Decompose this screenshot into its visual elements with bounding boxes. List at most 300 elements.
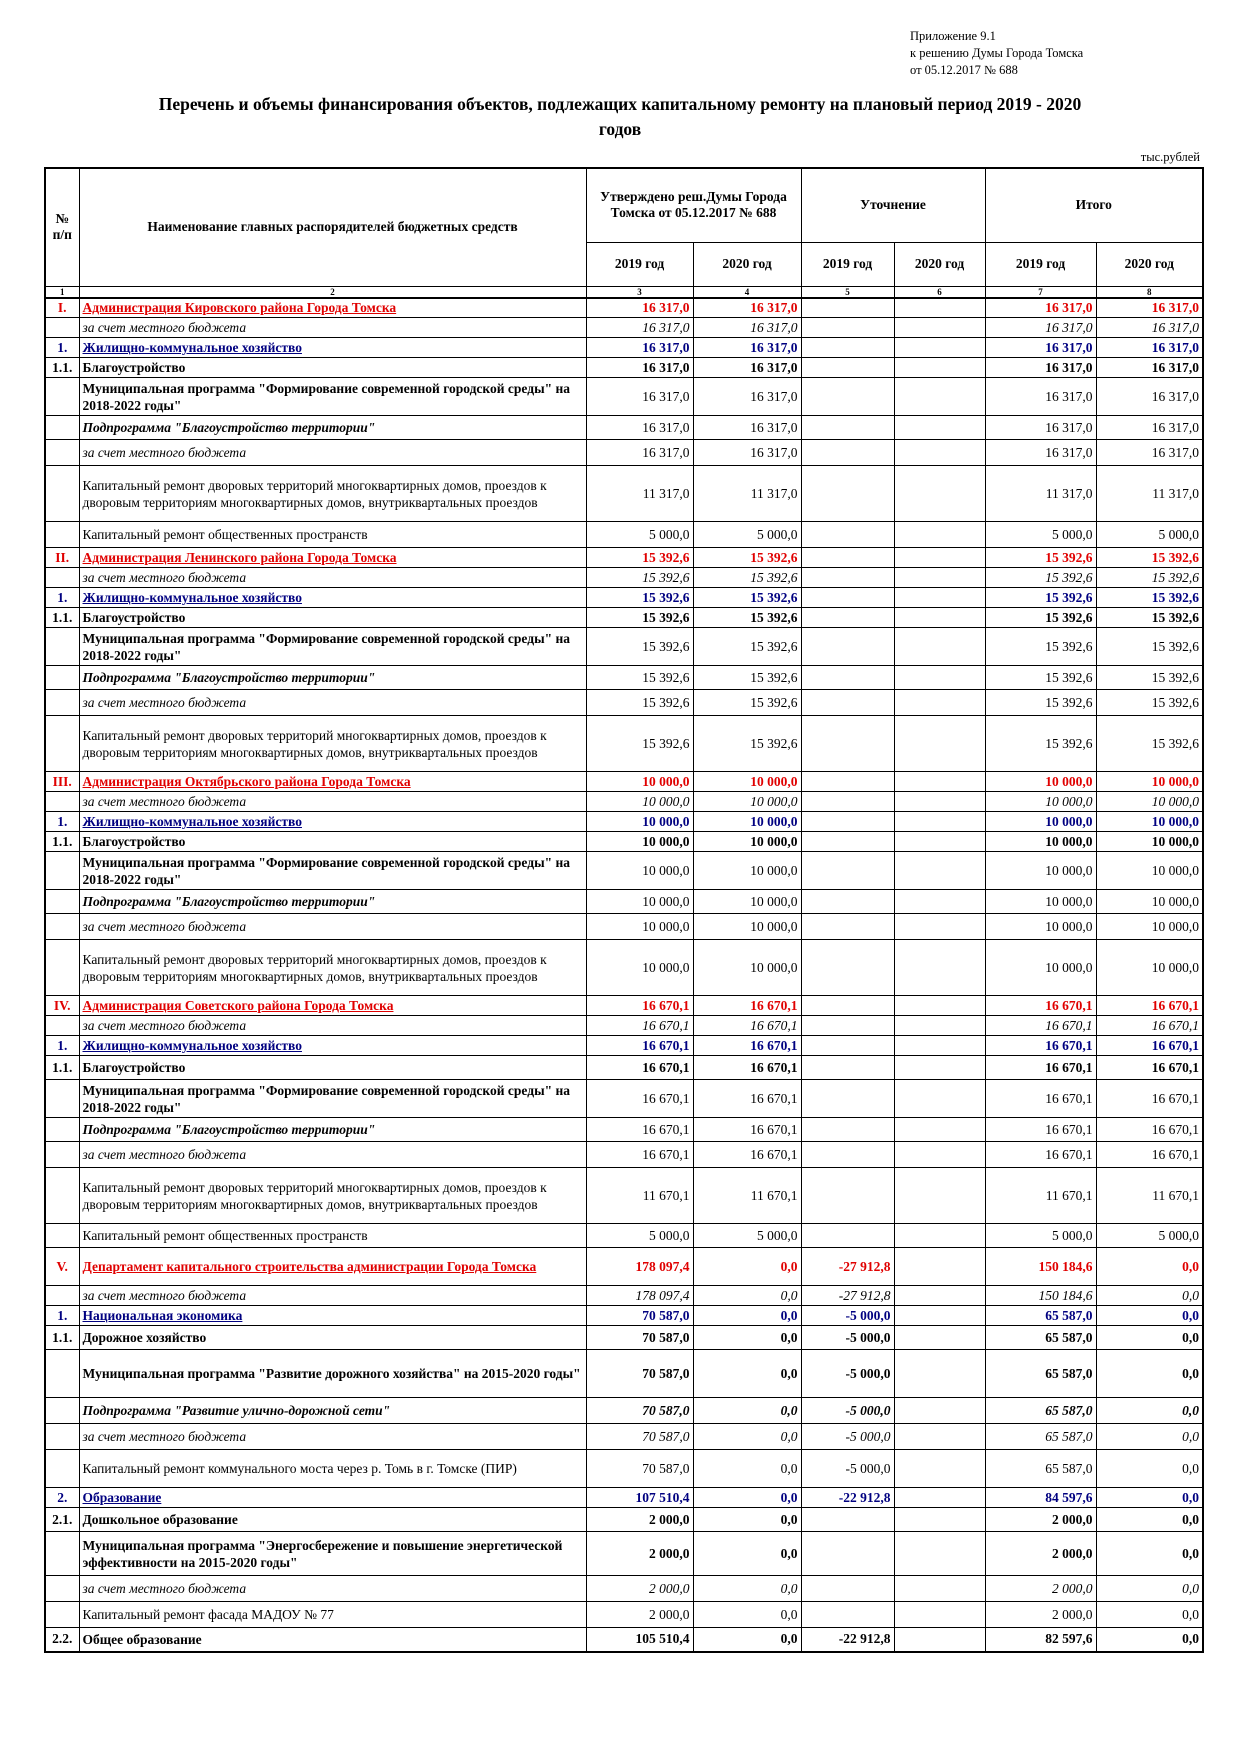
row-name: за счет местного бюджета — [79, 1016, 586, 1036]
row-number — [45, 1168, 79, 1224]
total-2020: 15 392,6 — [1096, 548, 1203, 568]
approved-2019: 16 670,1 — [586, 1118, 693, 1142]
row-name: Дорожное хозяйство — [79, 1326, 586, 1350]
header-refinement-2019: 2019 год — [801, 242, 894, 286]
total-2020: 15 392,6 — [1096, 568, 1203, 588]
approved-2020: 16 317,0 — [693, 378, 801, 416]
total-2019: 10 000,0 — [985, 852, 1096, 890]
appendix-line-2: к решению Думы Города Томска — [910, 46, 1084, 60]
approved-2020: 0,0 — [693, 1424, 801, 1450]
total-2019: 65 587,0 — [985, 1306, 1096, 1326]
row-name: Администрация Ленинского района Города Томска — [79, 548, 586, 568]
total-2019: 16 317,0 — [985, 378, 1096, 416]
approved-2019: 16 670,1 — [586, 1080, 693, 1118]
row-number: 1. — [45, 588, 79, 608]
refinement-2020 — [894, 1118, 985, 1142]
approved-2020: 15 392,6 — [693, 548, 801, 568]
approved-2019: 10 000,0 — [586, 940, 693, 996]
column-number: 6 — [894, 286, 985, 298]
approved-2020: 0,0 — [693, 1248, 801, 1286]
approved-2020: 15 392,6 — [693, 666, 801, 690]
total-2019: 10 000,0 — [985, 914, 1096, 940]
approved-2020: 16 670,1 — [693, 1056, 801, 1080]
approved-2019: 107 510,4 — [586, 1488, 693, 1508]
approved-2019: 2 000,0 — [586, 1532, 693, 1576]
total-2020: 15 392,6 — [1096, 628, 1203, 666]
refinement-2020 — [894, 440, 985, 466]
row-number: 1.1. — [45, 1326, 79, 1350]
total-2019: 16 670,1 — [985, 1142, 1096, 1168]
row-number: 1.1. — [45, 358, 79, 378]
approved-2019: 105 510,4 — [586, 1628, 693, 1652]
total-2019: 11 317,0 — [985, 466, 1096, 522]
approved-2020: 16 670,1 — [693, 1036, 801, 1056]
approved-2020: 5 000,0 — [693, 522, 801, 548]
total-2019: 10 000,0 — [985, 812, 1096, 832]
approved-2019: 10 000,0 — [586, 832, 693, 852]
row-name: Образование — [79, 1488, 586, 1508]
refinement-2019 — [801, 522, 894, 548]
table-row — [45, 568, 1203, 588]
total-2020: 0,0 — [1096, 1508, 1203, 1532]
approved-2019: 5 000,0 — [586, 1224, 693, 1248]
refinement-2019 — [801, 608, 894, 628]
total-2020: 16 670,1 — [1096, 1056, 1203, 1080]
table-row — [45, 358, 1203, 378]
refinement-2019 — [801, 940, 894, 996]
total-2020: 15 392,6 — [1096, 690, 1203, 716]
total-2020: 16 317,0 — [1096, 416, 1203, 440]
total-2019: 16 670,1 — [985, 1118, 1096, 1142]
table-row — [45, 1398, 1203, 1424]
appendix-line-3: от 05.12.2017 № 688 — [910, 63, 1018, 77]
row-number — [45, 1398, 79, 1424]
table-row — [45, 1248, 1203, 1286]
row-number: 1.1. — [45, 608, 79, 628]
total-2020: 16 670,1 — [1096, 1118, 1203, 1142]
approved-2020: 0,0 — [693, 1350, 801, 1398]
row-name: Жилищно-коммунальное хозяйство — [79, 1036, 586, 1056]
approved-2020: 10 000,0 — [693, 792, 801, 812]
row-number: IV. — [45, 996, 79, 1016]
row-number — [45, 1602, 79, 1628]
refinement-2019 — [801, 338, 894, 358]
row-name: Капитальный ремонт коммунального моста через р. Томь в г. Томске (ПИР) — [79, 1450, 586, 1488]
header-approved-2020: 2020 год — [693, 242, 801, 286]
approved-2019: 11 670,1 — [586, 1168, 693, 1224]
refinement-2020 — [894, 1398, 985, 1424]
approved-2020: 10 000,0 — [693, 940, 801, 996]
approved-2019: 10 000,0 — [586, 812, 693, 832]
refinement-2019: -22 912,8 — [801, 1488, 894, 1508]
table-row — [45, 1508, 1203, 1532]
refinement-2020 — [894, 1602, 985, 1628]
approved-2020: 16 317,0 — [693, 298, 801, 318]
row-number — [45, 890, 79, 914]
total-2020: 16 317,0 — [1096, 358, 1203, 378]
row-name: Подпрограмма "Развитие улично-дорожной сети" — [79, 1398, 586, 1424]
refinement-2019 — [801, 852, 894, 890]
refinement-2020 — [894, 588, 985, 608]
table-row — [45, 1016, 1203, 1036]
row-number — [45, 914, 79, 940]
column-number: 3 — [586, 286, 693, 298]
row-name: Благоустройство — [79, 832, 586, 852]
approved-2019: 178 097,4 — [586, 1248, 693, 1286]
total-2019: 10 000,0 — [985, 832, 1096, 852]
table-row — [45, 1350, 1203, 1398]
table-row — [45, 1532, 1203, 1576]
row-name: Благоустройство — [79, 1056, 586, 1080]
row-number: I. — [45, 298, 79, 318]
refinement-2019 — [801, 1016, 894, 1036]
approved-2019: 10 000,0 — [586, 792, 693, 812]
approved-2019: 70 587,0 — [586, 1450, 693, 1488]
row-name: Муниципальная программа "Формирование современной городской среды" на 2018-2022 годы" — [79, 852, 586, 890]
table-row — [45, 940, 1203, 996]
total-2019: 15 392,6 — [985, 548, 1096, 568]
total-2020: 16 317,0 — [1096, 378, 1203, 416]
refinement-2020 — [894, 716, 985, 772]
row-name: Администрация Октябрьского района Города Томска — [79, 772, 586, 792]
table-row — [45, 716, 1203, 772]
row-number — [45, 466, 79, 522]
refinement-2019: -5 000,0 — [801, 1398, 894, 1424]
approved-2020: 0,0 — [693, 1306, 801, 1326]
refinement-2019 — [801, 914, 894, 940]
refinement-2020 — [894, 1326, 985, 1350]
refinement-2019 — [801, 792, 894, 812]
refinement-2019 — [801, 716, 894, 772]
row-name: Дошкольное образование — [79, 1508, 586, 1532]
table-row — [45, 1450, 1203, 1488]
approved-2019: 16 670,1 — [586, 1016, 693, 1036]
total-2019: 16 670,1 — [985, 1016, 1096, 1036]
refinement-2019 — [801, 1532, 894, 1576]
row-name: Подпрограмма "Благоустройство территории" — [79, 1118, 586, 1142]
approved-2020: 16 670,1 — [693, 1016, 801, 1036]
refinement-2019 — [801, 440, 894, 466]
row-number: 2.2. — [45, 1628, 79, 1652]
approved-2019: 5 000,0 — [586, 522, 693, 548]
refinement-2019: -5 000,0 — [801, 1326, 894, 1350]
row-number — [45, 852, 79, 890]
approved-2020: 15 392,6 — [693, 716, 801, 772]
row-number — [45, 1016, 79, 1036]
row-number: 1. — [45, 1036, 79, 1056]
total-2019: 10 000,0 — [985, 792, 1096, 812]
row-number: 1. — [45, 812, 79, 832]
row-name: Муниципальная программа "Развитие дорожного хозяйства" на 2015-2020 годы" — [79, 1350, 586, 1398]
table-row — [45, 666, 1203, 690]
refinement-2020 — [894, 996, 985, 1016]
refinement-2019 — [801, 772, 894, 792]
row-name: Капитальный ремонт общественных пространств — [79, 522, 586, 548]
total-2020: 10 000,0 — [1096, 812, 1203, 832]
refinement-2020 — [894, 690, 985, 716]
table-row — [45, 690, 1203, 716]
refinement-2019: -5 000,0 — [801, 1350, 894, 1398]
refinement-2020 — [894, 628, 985, 666]
approved-2020: 10 000,0 — [693, 832, 801, 852]
row-number — [45, 1118, 79, 1142]
row-name: за счет местного бюджета — [79, 1142, 586, 1168]
approved-2019: 70 587,0 — [586, 1398, 693, 1424]
table-row — [45, 416, 1203, 440]
refinement-2020 — [894, 1424, 985, 1450]
table-row — [45, 1142, 1203, 1168]
table-header — [45, 168, 1203, 298]
refinement-2020 — [894, 548, 985, 568]
row-name: Департамент капитального строительства администрации Города Томска — [79, 1248, 586, 1286]
approved-2020: 16 317,0 — [693, 318, 801, 338]
approved-2019: 10 000,0 — [586, 852, 693, 890]
appendix-note — [910, 28, 1083, 79]
refinement-2020 — [894, 1168, 985, 1224]
total-2020: 11 317,0 — [1096, 466, 1203, 522]
total-2019: 10 000,0 — [985, 890, 1096, 914]
total-2019: 150 184,6 — [985, 1248, 1096, 1286]
approved-2019: 16 670,1 — [586, 1142, 693, 1168]
total-2019: 2 000,0 — [985, 1508, 1096, 1532]
header-name: Наименование главных распорядителей бюджетных средств — [79, 168, 586, 286]
approved-2020: 0,0 — [693, 1508, 801, 1532]
row-number — [45, 1424, 79, 1450]
row-number: 1. — [45, 1306, 79, 1326]
refinement-2019 — [801, 1142, 894, 1168]
total-2019: 84 597,6 — [985, 1488, 1096, 1508]
table-row — [45, 1306, 1203, 1326]
total-2020: 10 000,0 — [1096, 852, 1203, 890]
approved-2019: 15 392,6 — [586, 690, 693, 716]
table-row — [45, 466, 1203, 522]
title-line-1: Перечень и объемы финансирования объектов, подлежащих капитальному ремонту на плановый период 2019 - 2020 — [158, 94, 1082, 114]
table-row — [45, 1286, 1203, 1306]
total-2020: 16 317,0 — [1096, 440, 1203, 466]
approved-2019: 15 392,6 — [586, 568, 693, 588]
header-total-2019: 2019 год — [985, 242, 1096, 286]
total-2020: 0,0 — [1096, 1424, 1203, 1450]
row-name: за счет местного бюджета — [79, 440, 586, 466]
approved-2020: 15 392,6 — [693, 608, 801, 628]
table-row — [45, 1118, 1203, 1142]
approved-2019: 178 097,4 — [586, 1286, 693, 1306]
total-2020: 0,0 — [1096, 1286, 1203, 1306]
table-row — [45, 608, 1203, 628]
row-number — [45, 1224, 79, 1248]
refinement-2020 — [894, 1306, 985, 1326]
refinement-2019: -22 912,8 — [801, 1628, 894, 1652]
refinement-2019 — [801, 1602, 894, 1628]
row-name: Национальная экономика — [79, 1306, 586, 1326]
total-2020: 0,0 — [1096, 1532, 1203, 1576]
refinement-2019 — [801, 1576, 894, 1602]
total-2020: 15 392,6 — [1096, 588, 1203, 608]
approved-2020: 0,0 — [693, 1450, 801, 1488]
refinement-2020 — [894, 1450, 985, 1488]
refinement-2019 — [801, 1036, 894, 1056]
refinement-2019 — [801, 378, 894, 416]
row-number — [45, 1286, 79, 1306]
refinement-2020 — [894, 772, 985, 792]
total-2020: 16 317,0 — [1096, 318, 1203, 338]
title-line-2: годов — [598, 119, 642, 139]
refinement-2019 — [801, 666, 894, 690]
refinement-2019 — [801, 298, 894, 318]
table-body — [45, 298, 1203, 1652]
approved-2020: 0,0 — [693, 1628, 801, 1652]
refinement-2020 — [894, 1532, 985, 1576]
approved-2020: 0,0 — [693, 1532, 801, 1576]
refinement-2020 — [894, 298, 985, 318]
total-2020: 0,0 — [1096, 1602, 1203, 1628]
refinement-2019 — [801, 1224, 894, 1248]
approved-2020: 11 317,0 — [693, 466, 801, 522]
approved-2020: 10 000,0 — [693, 772, 801, 792]
approved-2020: 0,0 — [693, 1488, 801, 1508]
table-row — [45, 1036, 1203, 1056]
row-number: III. — [45, 772, 79, 792]
refinement-2020 — [894, 890, 985, 914]
refinement-2019 — [801, 628, 894, 666]
refinement-2020 — [894, 1350, 985, 1398]
total-2019: 65 587,0 — [985, 1398, 1096, 1424]
approved-2020: 16 317,0 — [693, 440, 801, 466]
approved-2019: 70 587,0 — [586, 1424, 693, 1450]
row-name: за счет местного бюджета — [79, 690, 586, 716]
row-number — [45, 792, 79, 812]
row-number: 2. — [45, 1488, 79, 1508]
total-2019: 65 587,0 — [985, 1424, 1096, 1450]
row-number — [45, 440, 79, 466]
total-2020: 16 317,0 — [1096, 298, 1203, 318]
total-2019: 65 587,0 — [985, 1450, 1096, 1488]
approved-2020: 0,0 — [693, 1286, 801, 1306]
row-name: Муниципальная программа "Энергосбережение и повышение энергетической эффективности на 2015-2020 годы" — [79, 1532, 586, 1576]
refinement-2019 — [801, 1508, 894, 1532]
header-refinement: Уточнение — [801, 168, 985, 242]
approved-2020: 15 392,6 — [693, 568, 801, 588]
refinement-2020 — [894, 1628, 985, 1652]
refinement-2020 — [894, 318, 985, 338]
total-2020: 0,0 — [1096, 1306, 1203, 1326]
approved-2020: 0,0 — [693, 1576, 801, 1602]
financing-table — [44, 167, 1204, 1653]
row-name: за счет местного бюджета — [79, 318, 586, 338]
total-2019: 16 670,1 — [985, 1080, 1096, 1118]
total-2019: 2 000,0 — [985, 1532, 1096, 1576]
total-2019: 5 000,0 — [985, 1224, 1096, 1248]
refinement-2020 — [894, 378, 985, 416]
refinement-2019 — [801, 832, 894, 852]
refinement-2020 — [894, 1224, 985, 1248]
total-2019: 15 392,6 — [985, 588, 1096, 608]
refinement-2020 — [894, 1142, 985, 1168]
total-2019: 15 392,6 — [985, 716, 1096, 772]
row-number: 1.1. — [45, 1056, 79, 1080]
total-2019: 16 670,1 — [985, 1056, 1096, 1080]
row-name: Капитальный ремонт дворовых территорий многоквартирных домов, проездов к дворовым территориям многоквартирных домов, внутриквартальных проездов — [79, 466, 586, 522]
row-number: 1.1. — [45, 832, 79, 852]
refinement-2019 — [801, 358, 894, 378]
column-number: 8 — [1096, 286, 1203, 298]
row-number: 2.1. — [45, 1508, 79, 1532]
refinement-2019 — [801, 466, 894, 522]
row-name: за счет местного бюджета — [79, 914, 586, 940]
refinement-2020 — [894, 852, 985, 890]
row-name: Благоустройство — [79, 608, 586, 628]
row-number — [45, 1576, 79, 1602]
header-refinement-2020: 2020 год — [894, 242, 985, 286]
total-2019: 2 000,0 — [985, 1576, 1096, 1602]
table-row — [45, 1576, 1203, 1602]
approved-2019: 70 587,0 — [586, 1350, 693, 1398]
approved-2020: 16 670,1 — [693, 1118, 801, 1142]
refinement-2019 — [801, 1056, 894, 1080]
approved-2019: 16 317,0 — [586, 378, 693, 416]
refinement-2019 — [801, 1118, 894, 1142]
refinement-2019 — [801, 690, 894, 716]
approved-2020: 16 317,0 — [693, 338, 801, 358]
total-2019: 11 670,1 — [985, 1168, 1096, 1224]
row-name: Муниципальная программа "Формирование современной городской среды" на 2018-2022 годы" — [79, 1080, 586, 1118]
refinement-2019 — [801, 416, 894, 440]
approved-2020: 16 317,0 — [693, 358, 801, 378]
refinement-2020 — [894, 1080, 985, 1118]
total-2020: 10 000,0 — [1096, 772, 1203, 792]
row-number — [45, 568, 79, 588]
approved-2020: 0,0 — [693, 1398, 801, 1424]
total-2019: 15 392,6 — [985, 568, 1096, 588]
total-2019: 15 392,6 — [985, 608, 1096, 628]
approved-2019: 15 392,6 — [586, 666, 693, 690]
refinement-2020 — [894, 358, 985, 378]
total-2020: 10 000,0 — [1096, 832, 1203, 852]
row-number — [45, 522, 79, 548]
approved-2020: 16 670,1 — [693, 996, 801, 1016]
total-2020: 15 392,6 — [1096, 666, 1203, 690]
approved-2019: 10 000,0 — [586, 772, 693, 792]
approved-2019: 16 317,0 — [586, 416, 693, 440]
table-row — [45, 914, 1203, 940]
approved-2020: 16 670,1 — [693, 1080, 801, 1118]
approved-2020: 5 000,0 — [693, 1224, 801, 1248]
table-row — [45, 890, 1203, 914]
refinement-2019 — [801, 318, 894, 338]
approved-2019: 2 000,0 — [586, 1576, 693, 1602]
refinement-2019 — [801, 890, 894, 914]
table-row — [45, 522, 1203, 548]
approved-2020: 0,0 — [693, 1602, 801, 1628]
row-number — [45, 378, 79, 416]
refinement-2019: -5 000,0 — [801, 1450, 894, 1488]
total-2020: 16 670,1 — [1096, 1080, 1203, 1118]
refinement-2020 — [894, 522, 985, 548]
total-2019: 10 000,0 — [985, 772, 1096, 792]
table-row — [45, 1224, 1203, 1248]
row-number — [45, 940, 79, 996]
total-2019: 16 317,0 — [985, 298, 1096, 318]
row-name: за счет местного бюджета — [79, 1424, 586, 1450]
refinement-2020 — [894, 1488, 985, 1508]
row-name: Общее образование — [79, 1628, 586, 1652]
refinement-2020 — [894, 1576, 985, 1602]
refinement-2019: -27 912,8 — [801, 1248, 894, 1286]
total-2020: 0,0 — [1096, 1248, 1203, 1286]
approved-2020: 10 000,0 — [693, 890, 801, 914]
total-2020: 15 392,6 — [1096, 608, 1203, 628]
approved-2019: 10 000,0 — [586, 890, 693, 914]
